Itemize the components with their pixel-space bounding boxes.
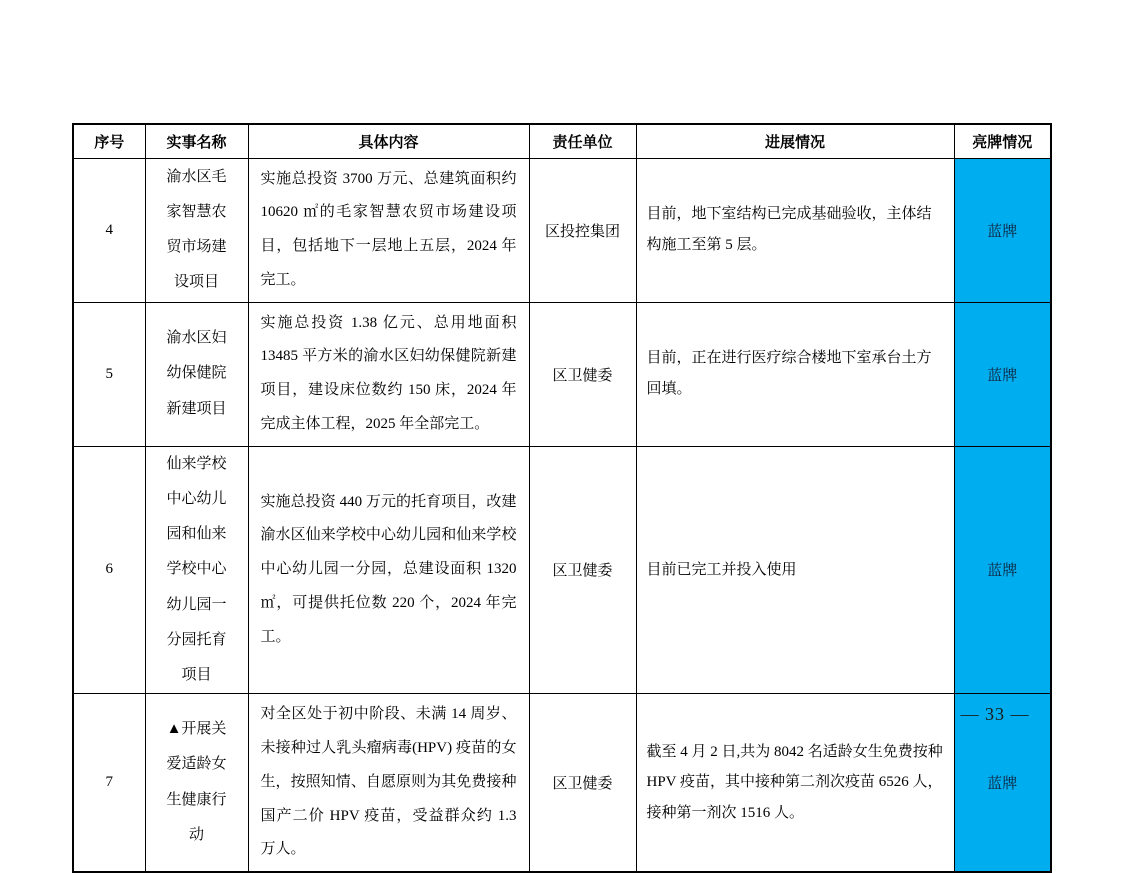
project-name: 渝水区妇幼保健院新建项目 <box>145 302 248 446</box>
table-row <box>73 302 1051 446</box>
progress-text: 目前已完工并投入使用 <box>636 446 954 694</box>
header-progress: 进展情况 <box>636 124 954 158</box>
flag-badge: 蓝牌 <box>954 694 1051 872</box>
header-specific-content: 具体内容 <box>248 124 529 158</box>
row-serial-number: 5 <box>73 302 145 446</box>
project-content: 实施总投资 1.38 亿元、总用地面积 13485 平方米的渝水区妇幼保健院新建项目，建设床位数约 150 床，2024 年完成主体工程，2025 年全部完工。 <box>248 302 529 446</box>
responsible-unit: 区卫健委 <box>529 694 636 872</box>
row-serial-number: 6 <box>73 446 145 694</box>
header-responsible-unit: 责任单位 <box>529 124 636 158</box>
table-header-row <box>73 124 1051 158</box>
row-serial-number: 7 <box>73 694 145 872</box>
projects-table <box>72 123 1052 873</box>
project-name: 渝水区毛家智慧农贸市场建设项目 <box>145 158 248 302</box>
page-number: — 33 — <box>960 704 1030 724</box>
header-project-name: 实事名称 <box>145 124 248 158</box>
progress-text: 目前，地下室结构已完成基础验收，主体结构施工至第 5 层。 <box>636 158 954 302</box>
header-serial-number: 序号 <box>73 124 145 158</box>
flag-badge: 蓝牌 <box>954 446 1051 694</box>
progress-text: 截至 4 月 2 日,共为 8042 名适龄女生免费按种 HPV 疫苗，其中接种第二剂次疫苗 6526 人，接种第一剂次 1516 人。 <box>636 694 954 872</box>
project-content: 实施总投资 3700 万元、总建筑面积约 10620 ㎡的毛家智慧农贸市场建设项目，包括地下一层地上五层，2024 年完工。 <box>248 158 529 302</box>
responsible-unit: 区卫健委 <box>529 446 636 694</box>
responsible-unit: 区卫健委 <box>529 302 636 446</box>
responsible-unit: 区投控集团 <box>529 158 636 302</box>
progress-text: 目前，正在进行医疗综合楼地下室承台土方回填。 <box>636 302 954 446</box>
project-content: 实施总投资 440 万元的托育项目，改建渝水区仙来学校中心幼儿园和仙来学校中心幼儿园一分园，总建设面积 1320 ㎡，可提供托位数 220 个，2024 年完工。 <box>248 446 529 694</box>
project-name: 仙来学校中心幼儿园和仙来学校中心幼儿园一分园托育项目 <box>145 446 248 694</box>
flag-badge: 蓝牌 <box>954 158 1051 302</box>
project-content: 对全区处于初中阶段、未满 14 周岁、未接种过人乳头瘤病毒(HPV) 疫苗的女生，按照知情、自愿原则为其免费接种国产二价 HPV 疫苗，受益群众约 1.3 万人。 <box>248 694 529 872</box>
table-row <box>73 694 1051 872</box>
table-row <box>73 158 1051 302</box>
row-serial-number: 4 <box>73 158 145 302</box>
flag-badge: 蓝牌 <box>954 302 1051 446</box>
header-flag-status: 亮牌情况 <box>954 124 1051 158</box>
project-name: ▲开展关爱适龄女生健康行动 <box>145 694 248 872</box>
table-row <box>73 446 1051 694</box>
